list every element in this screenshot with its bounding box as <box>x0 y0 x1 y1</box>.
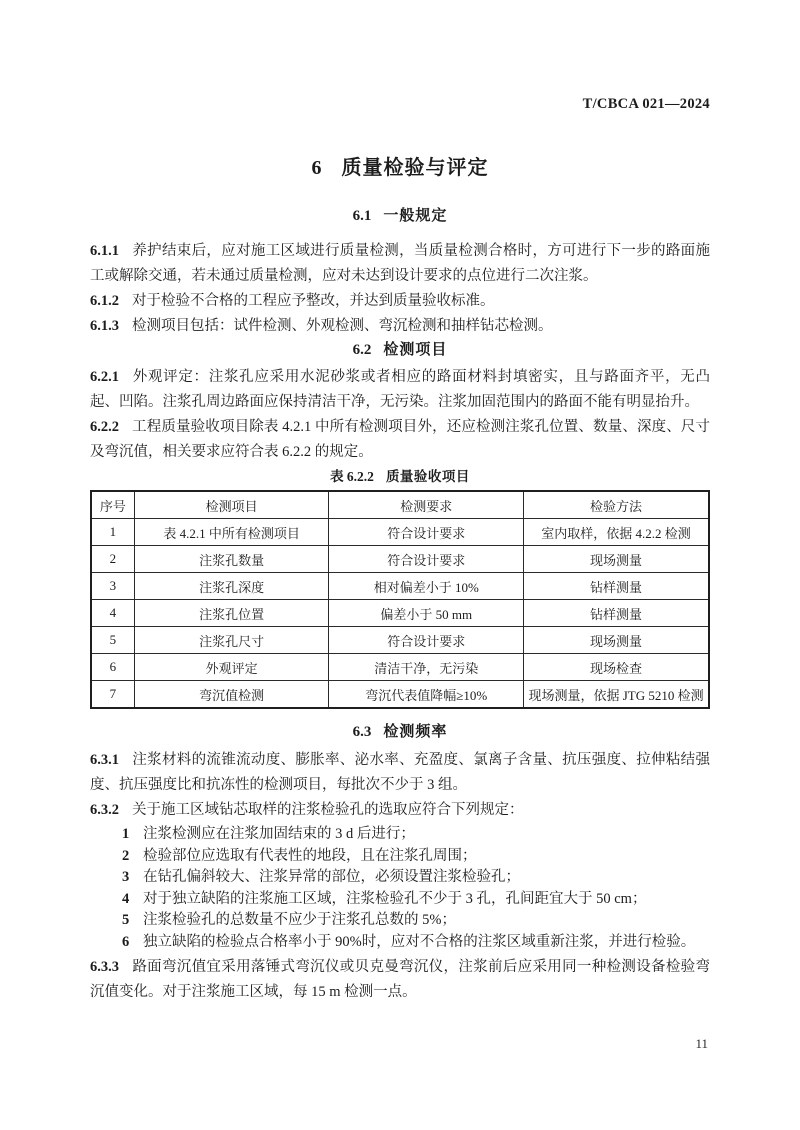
clause-6-1-2 <box>90 289 710 314</box>
table-cell: 6 <box>91 654 134 681</box>
list-item-number: 4 <box>122 890 130 907</box>
table-row <box>91 627 709 654</box>
table-row <box>91 519 709 546</box>
list-item-number: 1 <box>122 826 130 842</box>
clause-text: 路面弯沉值宜采用落锤式弯沉仪或贝克曼弯沉仪，注浆前后应采用同一种检测设备检验弯沉值变化。对于注浆施工区域，每 15 m 检测一点。 <box>90 959 710 1000</box>
list-item-text: 检验部位应选取有代表性的地段，且在注浆孔周围； <box>143 847 477 864</box>
clause-6-1-3 <box>90 314 710 339</box>
table-cell: 符合设计要求 <box>329 546 524 573</box>
table-cell: 弯沉代表值降幅≥10% <box>329 681 524 709</box>
clause-6-2-2 <box>90 415 710 465</box>
list-item-text: 注浆检验孔的总数量不应少于注浆孔总数的 5%； <box>143 912 456 928</box>
doc-code: T/CBCA 021—2024 <box>582 96 710 112</box>
table-caption-title: 质量验收项目 <box>385 469 470 484</box>
clause-text: 外观评定：注浆孔应采用水泥砂浆或者相应的路面材料封填密实，且与路面齐平，无凸起、凹陷。注浆孔周边路面应保持清洁干净，无污染。注浆加固范围内的路面不能有明显抬升。 <box>90 369 710 410</box>
col-header-requirement: 检测要求 <box>329 491 524 519</box>
table-cell: 室内取样，依据 4.2.2 检测 <box>524 519 709 546</box>
table-cell: 4 <box>91 600 134 627</box>
col-header-index: 序号 <box>91 491 134 519</box>
list-item <box>122 932 710 954</box>
clause-6-3-1 <box>90 748 710 798</box>
list-item-text: 注浆检测应在注浆加固结束的 3 d 后进行； <box>143 826 415 842</box>
table-cell: 符合设计要求 <box>329 627 524 654</box>
table-cell: 符合设计要求 <box>329 519 524 546</box>
table-cell: 偏差小于 50 mm <box>329 600 524 627</box>
list-item <box>122 889 710 911</box>
table-row <box>91 600 709 627</box>
clause-text: 工程质量验收项目除表 4.2.1 中所有检测项目外，还应检测注浆孔位置、数量、深度、尺寸及弯沉值，相关要求应符合表 6.2.2 的规定。 <box>90 419 710 460</box>
clause-text: 注浆材料的流锥流动度、膨胀率、泌水率、充盈度、氯离子含量、抗压强度、拉伸粘结强度、抗压强度比和抗冻性的检测项目，每批次不少于 3 组。 <box>90 752 710 793</box>
clause-6-3-2-list <box>90 824 710 953</box>
clause-text: 关于施工区域钻芯取样的注浆检验孔的选取应符合下列规定： <box>132 802 524 818</box>
section-number: 6.1 <box>352 208 372 224</box>
list-item-text: 独立缺陷的检验点合格率小于 90%时，应对不合格的注浆区域重新注浆，并进行检验。 <box>143 933 696 950</box>
table-cell: 注浆孔深度 <box>134 573 329 600</box>
table-cell: 1 <box>91 519 134 546</box>
list-item <box>122 824 710 846</box>
list-item-number: 6 <box>122 933 130 950</box>
chapter-title-text: 质量检验与评定 <box>341 157 489 179</box>
chapter-number: 6 <box>311 157 322 179</box>
table-cell: 现场测量，依据 JTG 5210 检测 <box>524 681 709 709</box>
table-row <box>91 681 709 709</box>
list-item-text: 对于独立缺陷的注浆施工区域，注浆检验孔不少于 3 孔，孔间距宜大于 50 cm； <box>143 890 647 907</box>
clause-6-2-1 <box>90 365 710 415</box>
table-cell: 现场测量 <box>524 546 709 573</box>
section-heading-6-1 <box>90 205 710 227</box>
table-row <box>91 546 709 573</box>
table-cell: 注浆孔尺寸 <box>134 627 329 654</box>
section-number: 6.3 <box>352 724 372 740</box>
clause-number: 6.3.1 <box>90 752 119 768</box>
table-cell: 现场测量 <box>524 627 709 654</box>
section-number: 6.2 <box>352 342 372 358</box>
table-cell: 弯沉值检测 <box>134 681 329 709</box>
section-title: 一般规定 <box>383 207 448 224</box>
table-cell: 7 <box>91 681 134 709</box>
table-row <box>91 654 709 681</box>
clause-number: 6.2.1 <box>90 369 119 385</box>
table-caption <box>90 468 710 486</box>
table-header-row <box>91 491 709 519</box>
clause-number: 6.2.2 <box>90 419 119 435</box>
table-cell: 5 <box>91 627 134 654</box>
chapter-title <box>90 153 710 183</box>
clause-number: 6.1.1 <box>90 243 119 259</box>
table-row <box>91 573 709 600</box>
page-number: 11 <box>695 1036 708 1051</box>
list-item-number: 3 <box>122 869 130 885</box>
section-title: 检测频率 <box>383 723 448 740</box>
table-cell: 清洁干净，无污染 <box>329 654 524 681</box>
table-cell: 注浆孔位置 <box>134 600 329 627</box>
clause-text: 检测项目包括：试件检测、外观检测、弯沉检测和抽样钻芯检测。 <box>132 318 553 334</box>
clause-number: 6.1.2 <box>90 293 119 309</box>
clause-text: 养护结束后，应对施工区域进行质量检测，当质量检测合格时，方可进行下一步的路面施工或解除交通，若未通过质量检测，应对未达到设计要求的点位进行二次注浆。 <box>90 243 710 284</box>
list-item <box>122 910 710 932</box>
table-cell: 3 <box>91 573 134 600</box>
clause-6-3-3 <box>90 955 710 1005</box>
col-header-item: 检测项目 <box>134 491 329 519</box>
clause-number: 6.3.2 <box>90 802 119 818</box>
table-cell: 表 4.2.1 中所有检测项目 <box>134 519 329 546</box>
section-heading-6-3 <box>90 721 710 743</box>
table-cell: 2 <box>91 546 134 573</box>
list-item-number: 2 <box>122 847 130 864</box>
table-cell: 外观评定 <box>134 654 329 681</box>
table-cell: 钻样测量 <box>524 600 709 627</box>
clause-6-1-1 <box>90 239 710 289</box>
list-item <box>122 846 710 868</box>
list-item <box>122 867 710 889</box>
clause-number: 6.3.3 <box>90 959 119 975</box>
quality-acceptance-table <box>90 490 710 709</box>
table-cell: 现场检查 <box>524 654 709 681</box>
clause-text: 对于检验不合格的工程应予整改，并达到质量验收标准。 <box>132 293 495 309</box>
clause-number: 6.1.3 <box>90 318 119 334</box>
section-title: 检测项目 <box>383 341 448 358</box>
list-item-text: 在钻孔偏斜较大、注浆异常的部位，必须设置注浆检验孔； <box>143 869 520 885</box>
table-cell: 注浆孔数量 <box>134 546 329 573</box>
list-item-number: 5 <box>122 912 130 928</box>
clause-6-3-2 <box>90 798 710 823</box>
col-header-method: 检验方法 <box>524 491 709 519</box>
table-cell: 钻样测量 <box>524 573 709 600</box>
table-cell: 相对偏差小于 10% <box>329 573 524 600</box>
table-caption-label: 表 6.2.2 <box>330 469 374 484</box>
section-heading-6-2 <box>90 339 710 361</box>
